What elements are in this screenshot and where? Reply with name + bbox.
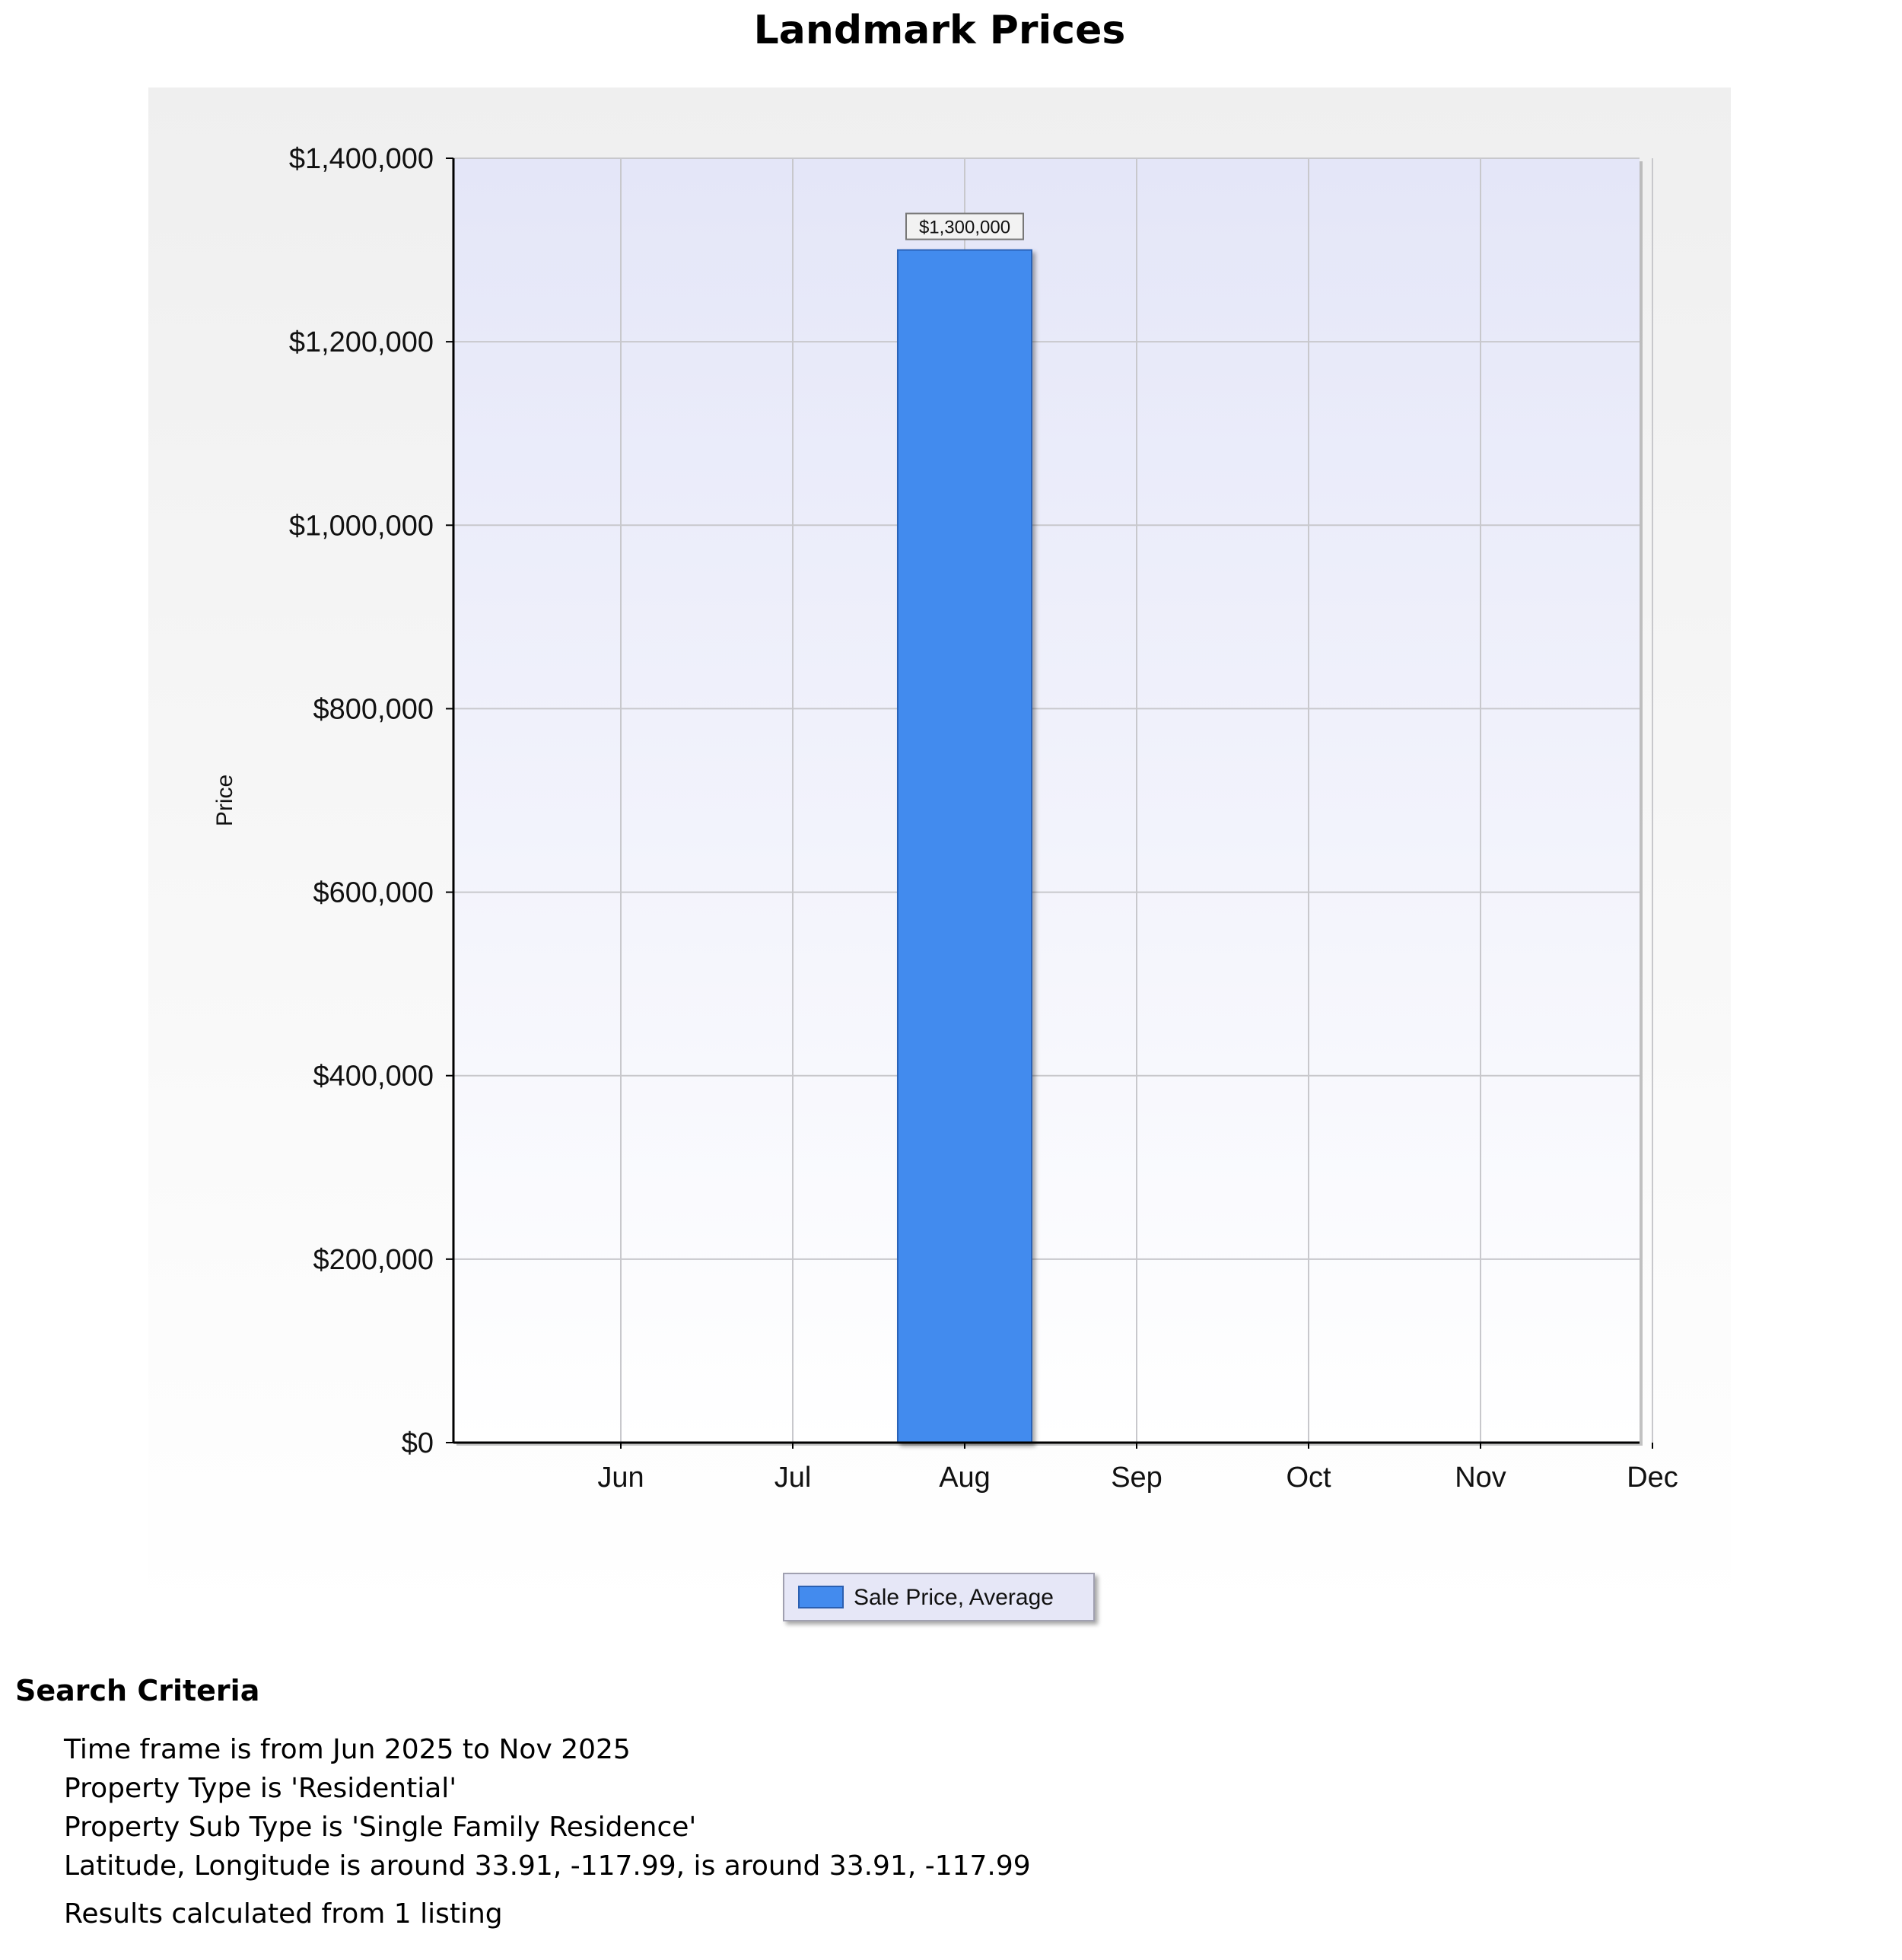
x-tick-label: Dec [1627,1462,1678,1494]
x-tick-label: Jul [774,1462,812,1494]
bars [898,250,1032,1443]
y-tick-label: $1,000,000 [288,510,434,542]
criteria-property-sub-type: Property Sub Type is 'Single Family Residence' [64,1812,697,1843]
x-tick-label: Nov [1455,1462,1506,1494]
bar [898,250,1032,1443]
criteria-results: Results calculated from 1 listing [64,1898,503,1930]
y-axis-label: Price [212,774,237,827]
legend-swatch [799,1586,843,1608]
x-tick-label: Oct [1286,1462,1331,1494]
plot-area [453,158,1640,1443]
y-tick-label: $600,000 [313,877,434,909]
x-tick-label: Jun [597,1462,644,1494]
search-criteria-heading: Search Criteria [15,1674,260,1707]
y-tick-label: $0 [401,1427,434,1459]
x-tick-label: Sep [1111,1462,1163,1494]
search-criteria [15,1674,1841,1933]
x-tick-label: Aug [939,1462,991,1494]
y-tick-label: $400,000 [313,1060,434,1093]
criteria-location: Latitude, Longitude is around 33.91, -117.99, is around 33.91, -117.99 [64,1850,1031,1882]
legend [784,1573,1094,1621]
data-label: $1,300,000 [918,217,1011,238]
legend-label: Sale Price, Average [854,1585,1054,1610]
y-tick-label: $1,200,000 [288,326,434,359]
criteria-property-type: Property Type is 'Residential' [64,1773,457,1804]
data-labels [906,214,1023,240]
criteria-time-frame: Time frame is from Jun 2025 to Nov 2025 [64,1734,631,1765]
y-tick-label: $800,000 [313,693,434,726]
y-tick-label: $1,400,000 [288,143,434,175]
chart-title: Landmark Prices [753,8,1126,53]
y-tick-label: $200,000 [313,1243,434,1276]
